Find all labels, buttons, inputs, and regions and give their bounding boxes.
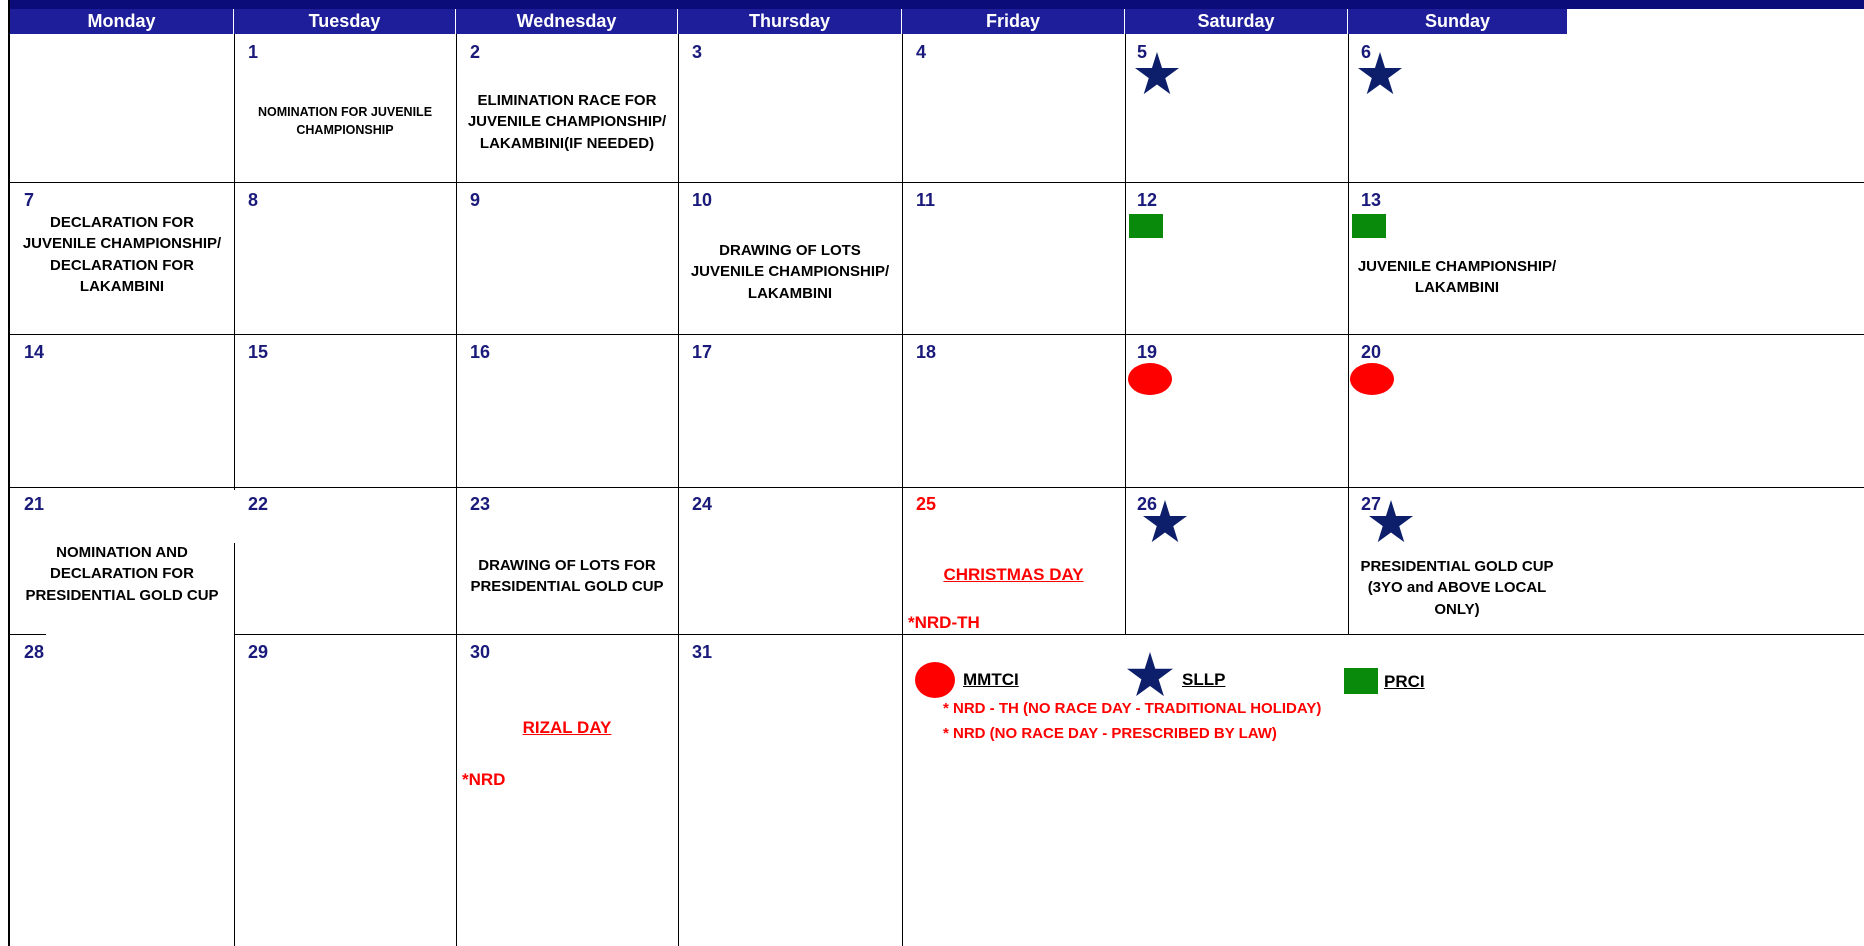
top-bar (10, 0, 1864, 9)
header-thursday: Thursday (678, 9, 902, 34)
day-number: 12 (1137, 190, 1158, 210)
day-number: 28 (24, 642, 45, 662)
day-number: 26 (1137, 494, 1158, 514)
event-text: JUVENILE CHAMPIONSHIP/ LAKAMBINI (1357, 258, 1557, 297)
no-race-day-code: *NRD (462, 770, 506, 789)
header-saturday: Saturday (1125, 9, 1348, 34)
green-square-icon (1344, 668, 1378, 694)
grid-line (10, 634, 46, 635)
event-text: ELIMINATION RACE FOR JUVENILE CHAMPIONSHIP/ LAKAMBINI(IF NEEDED) (467, 92, 667, 152)
december-calendar (8, 0, 1864, 946)
star-icon (1362, 500, 1420, 544)
day-number: 25 (916, 494, 937, 514)
header-monday: Monday (10, 9, 234, 34)
day-number: 16 (470, 342, 491, 362)
day-number: 7 (24, 190, 35, 210)
grid-line (234, 543, 235, 946)
grid-line (234, 34, 235, 490)
grid-line (456, 34, 457, 946)
star-icon (1351, 52, 1409, 96)
day-number: 18 (916, 342, 937, 362)
star-icon (1120, 652, 1180, 698)
event-text: DECLARATION FOR JUVENILE CHAMPIONSHIP/ DECLARATION FOR LAKAMBINI (22, 214, 222, 295)
grid-line (10, 182, 1864, 183)
day-number: 3 (692, 42, 703, 62)
day-number: 6 (1361, 42, 1372, 62)
day-number: 9 (470, 190, 481, 210)
day-number: 22 (248, 494, 269, 514)
day-number: 23 (470, 494, 491, 514)
header-wednesday: Wednesday (456, 9, 678, 34)
red-ellipse-icon (1128, 363, 1172, 395)
green-square-icon (1352, 214, 1386, 238)
grid-line (234, 634, 1864, 635)
event-text: DRAWING OF LOTS JUVENILE CHAMPIONSHIP/ LAKAMBINI (690, 242, 890, 302)
grid-line (902, 34, 903, 946)
red-ellipse-icon (915, 662, 955, 698)
day-number: 5 (1137, 42, 1148, 62)
legend-note: * NRD (NO RACE DAY - PRESCRIBED BY LAW) (943, 725, 1277, 742)
day-number: 10 (692, 190, 713, 210)
grid-line (10, 334, 1864, 335)
day-number: 21 (24, 494, 45, 514)
day-number: 24 (692, 494, 713, 514)
holiday-title: CHRISTMAS DAY (943, 565, 1084, 584)
day-number: 11 (916, 190, 936, 210)
day-number: 29 (248, 642, 269, 662)
event-text: PRESIDENTIAL GOLD CUP (3YO and ABOVE LOCAL ONLY) (1360, 558, 1554, 618)
day-number: 30 (470, 642, 491, 662)
day-number: 1 (248, 42, 259, 62)
day-number: 4 (916, 42, 927, 62)
day-number: 27 (1361, 494, 1382, 514)
event-text: DRAWING OF LOTS FOR PRESIDENTIAL GOLD CUP (470, 557, 664, 596)
grid-line (10, 487, 1864, 488)
no-race-day-code: *NRD-TH (908, 613, 980, 632)
event-text: NOMINATION FOR JUVENILE CHAMPIONSHIP (257, 105, 433, 137)
event-text: NOMINATION AND DECLARATION FOR PRESIDENTIAL GOLD CUP (25, 544, 219, 604)
holiday-title: RIZAL DAY (522, 718, 612, 737)
star-icon (1136, 500, 1194, 544)
header-sunday: Sunday (1348, 9, 1568, 34)
star-icon (1128, 52, 1186, 96)
header-tuesday: Tuesday (234, 9, 456, 34)
day-number: 20 (1361, 342, 1382, 362)
legend-note: * NRD - TH (NO RACE DAY - TRADITIONAL HOLIDAY) (943, 700, 1322, 717)
red-ellipse-icon (1350, 363, 1394, 395)
day-number: 13 (1361, 190, 1382, 210)
day-number: 8 (248, 190, 259, 210)
day-number: 31 (692, 642, 713, 662)
day-number: 15 (248, 342, 269, 362)
legend-sllp: SLLP (1182, 670, 1226, 689)
legend-prci: PRCI (1384, 672, 1425, 691)
green-square-icon (1129, 214, 1163, 238)
day-number: 17 (692, 342, 713, 362)
header-friday: Friday (902, 9, 1125, 34)
day-number: 14 (24, 342, 45, 362)
day-number: 2 (470, 42, 481, 62)
legend-mmtci: MMTCI (963, 670, 1019, 689)
grid-line (678, 34, 679, 946)
day-number: 19 (1137, 342, 1158, 362)
